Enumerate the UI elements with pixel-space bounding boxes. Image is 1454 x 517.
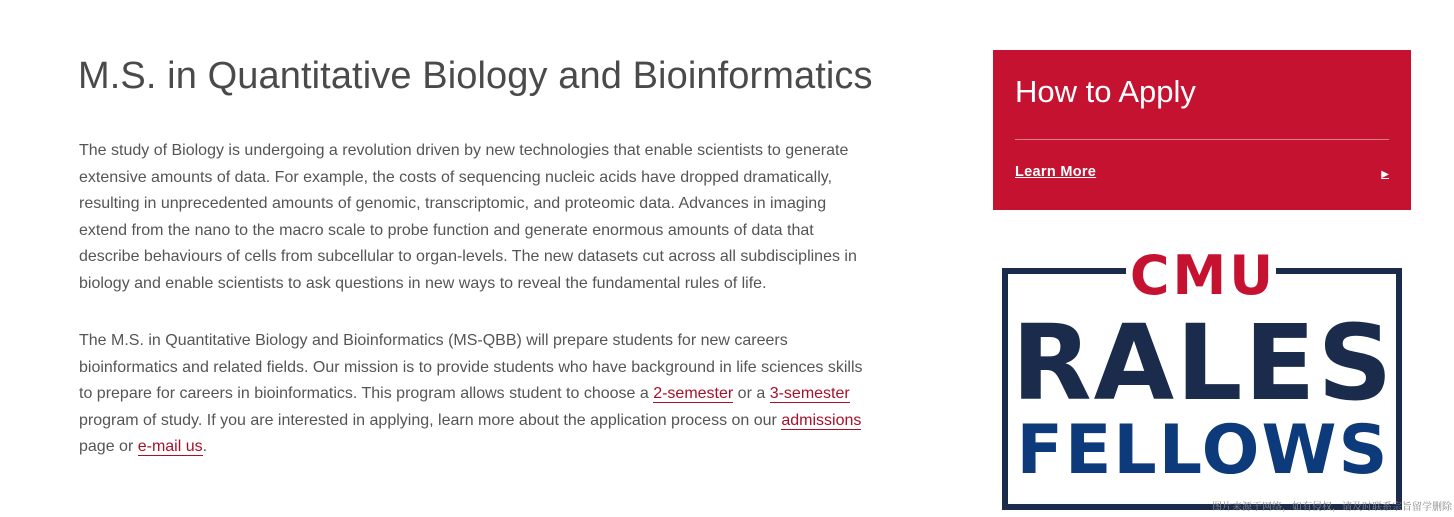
page-title: M.S. in Quantitative Biology and Bioinformatics [78, 55, 873, 97]
image-source-watermark: 图片来源于网络，如有侵权，请及时联系宗旨留学删除 [1212, 502, 1452, 513]
intro-paragraph: The study of Biology is undergoing a revolution driven by new technologies that enable scientists to generate extensive amounts of data. For example, the costs of sequencing nucleic acids have dropped dramatically, resulting in unprecedented amounts of genomic, transcriptomic, and proteomic data. Advances in imaging extend from the nano to the macro scale to probe function and generate enormous amounts of data that describe behaviours of cells from subcellular to organ-levels. The new datasets cut across all subdisciplines in biology and enable scientists to ask questions in new ways to reveal the fundamental rules of life. [79, 142, 857, 292]
how-to-apply-panel [993, 50, 1411, 210]
mission-text-1: The M.S. in Quantitative Biology and Bioinformatics (MS-QBB) will prepare students for new careers bioinformatics and related fields. Our mission is to provide students who have background in life sciences skills to prepare for careers in bioinformatics. This program allows student to choose a [79, 332, 863, 402]
logo-fellows-text: FELLOWS [1016, 411, 1390, 490]
three-semester-link[interactable]: 3-semester [769, 385, 850, 402]
how-to-apply-title: How to Apply [1015, 74, 1196, 109]
cmu-rales-fellows-logo[interactable] [1002, 244, 1404, 510]
admissions-link[interactable]: admissions [781, 411, 862, 429]
logo-cmu-text: CMU [1129, 244, 1277, 307]
two-semester-link[interactable]: 2-semester [653, 385, 734, 402]
mission-text-3: program of study. If you are interested in applying, learn more about the application process on our [79, 411, 782, 429]
mission-text-5: . [202, 438, 208, 455]
mission-text-4: page or [79, 438, 138, 455]
learn-more-label: Learn More [1015, 164, 1097, 180]
learn-more-link[interactable] [1015, 160, 1389, 184]
mission-text-2: or a [733, 385, 770, 402]
program-description [79, 138, 871, 492]
play-triangle-icon: ▶ [1381, 168, 1389, 180]
mission-paragraph [79, 328, 871, 461]
apply-divider [1015, 139, 1389, 140]
email-us-link[interactable]: e-mail us [137, 438, 203, 455]
logo-rales-text: RALES [1011, 302, 1395, 424]
